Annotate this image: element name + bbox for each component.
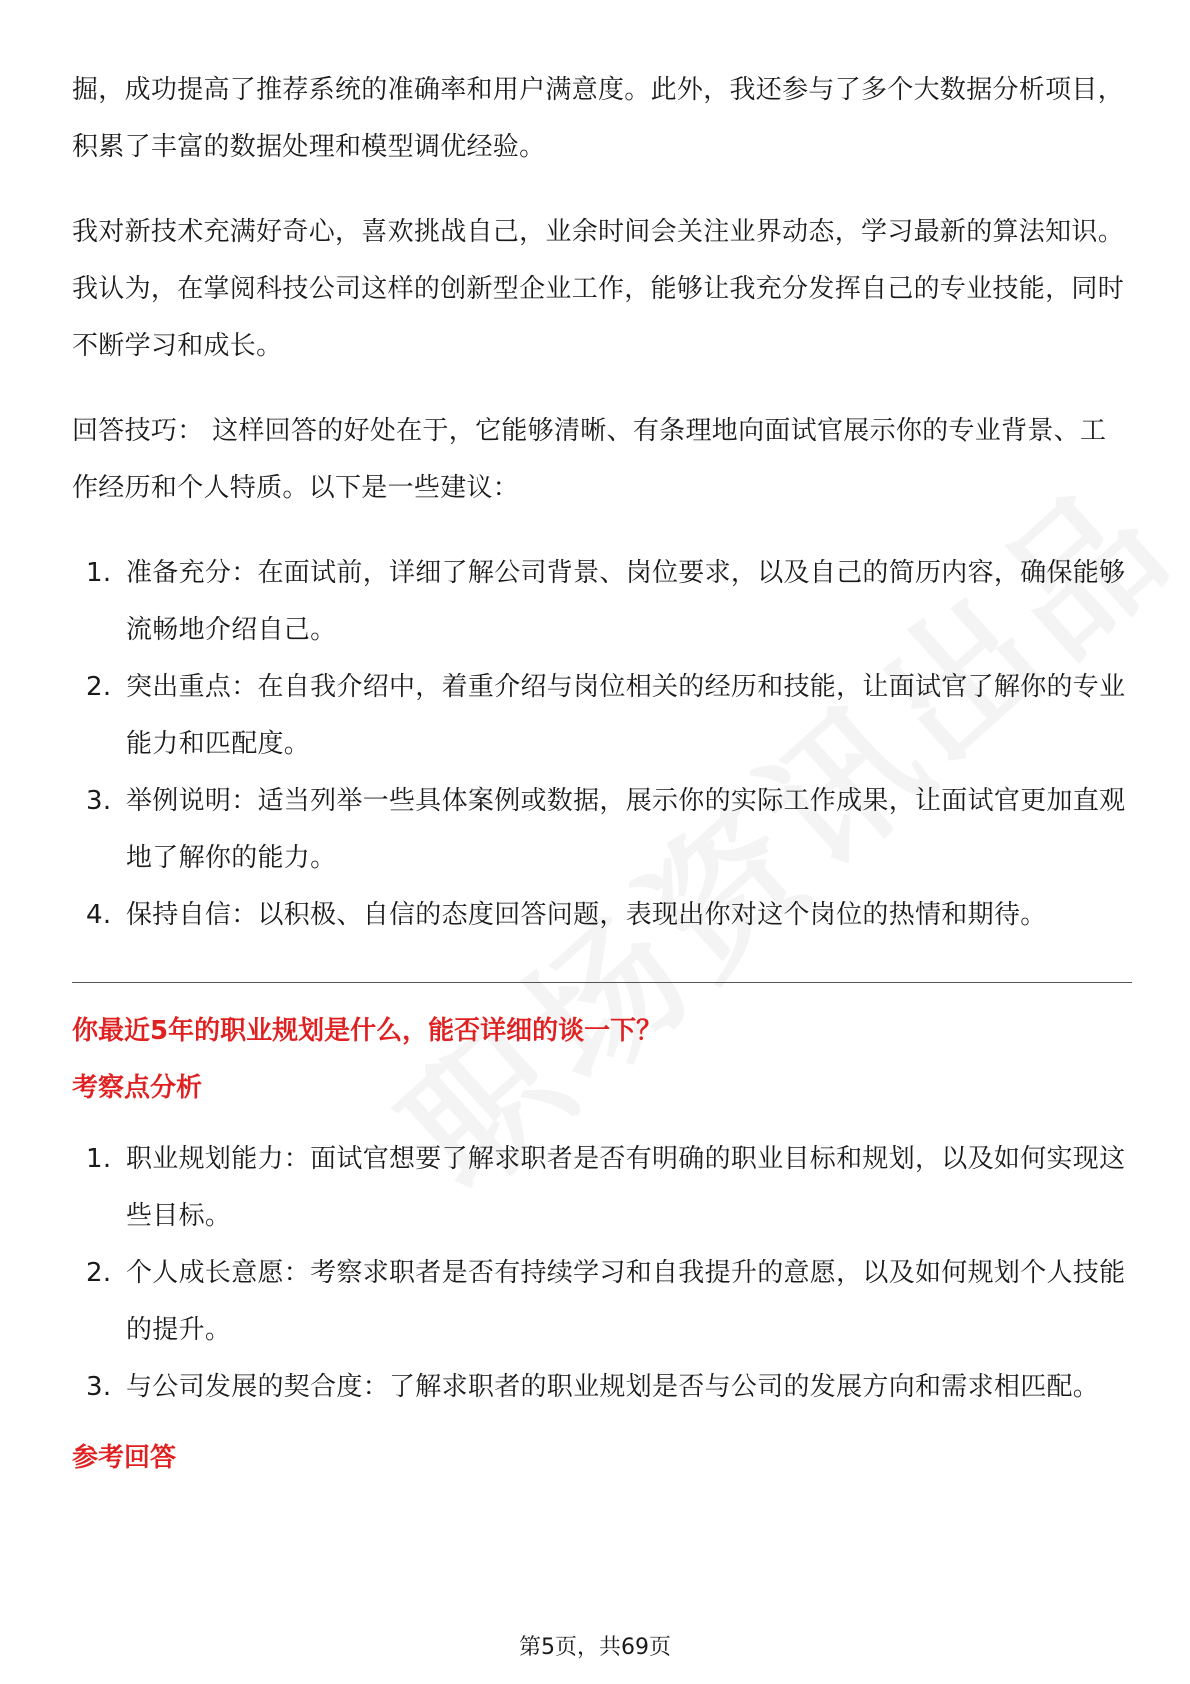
page-footer: 第5页，共69页 — [519, 1635, 671, 1660]
list-number: 4. — [86, 900, 112, 930]
reference-answer-heading: 参考回答 — [72, 1443, 177, 1473]
analysis-heading: 考察点分析 — [72, 1073, 203, 1103]
list-item — [72, 659, 1132, 773]
list-text: 职业规划能力：面试官想要了解求职者是否有明确的职业目标和规划，以及如何实现这些目标。 — [126, 1144, 1126, 1231]
tips-list — [72, 545, 1132, 944]
paragraph: 掘，成功提高了推荐系统的准确率和用户满意度。此外，我还参与了多个大数据分析项目，积累了丰富的数据处理和模型调优经验。 — [72, 75, 1125, 162]
list-number: 3. — [86, 786, 112, 816]
question-heading: 你最近5年的职业规划是什么，能否详细的谈一下？ — [72, 1016, 663, 1046]
document-body — [72, 62, 1132, 1487]
list-text: 准备充分：在面试前，详细了解公司背景、岗位要求，以及自己的简历内容，确保能够流畅地介绍自己。 — [126, 558, 1126, 645]
list-text: 与公司发展的契合度：了解求职者的职业规划是否与公司的发展方向和需求相匹配。 — [126, 1372, 1100, 1402]
list-item — [72, 545, 1132, 659]
list-text: 个人成长意愿：考察求职者是否有持续学习和自我提升的意愿，以及如何规划个人技能的提升。 — [126, 1258, 1126, 1345]
list-item — [72, 1131, 1132, 1245]
analysis-list — [72, 1131, 1132, 1416]
list-number: 1. — [86, 558, 112, 588]
answer-tips-intro: 回答技巧： 这样回答的好处在于，它能够清晰、有条理地向面试官展示你的专业背景、工作经历和个人特质。以下是一些建议： — [72, 416, 1107, 503]
list-number: 2. — [86, 1258, 112, 1288]
list-item — [72, 887, 1132, 944]
list-item — [72, 1359, 1132, 1416]
paragraph: 我对新技术充满好奇心，喜欢挑战自己，业余时间会关注业界动态，学习最新的算法知识。我认为，在掌阅科技公司这样的创新型企业工作，能够让我充分发挥自己的专业技能，同时不断学习和成长。 — [72, 217, 1125, 361]
section-divider — [72, 982, 1132, 983]
list-text: 突出重点：在自我介绍中，着重介绍与岗位相关的经历和技能，让面试官了解你的专业能力和匹配度。 — [126, 672, 1126, 759]
list-item — [72, 1245, 1132, 1359]
list-number: 2. — [86, 672, 112, 702]
list-text: 举例说明：适当列举一些具体案例或数据，展示你的实际工作成果，让面试官更加直观地了解你的能力。 — [126, 786, 1126, 873]
list-number: 3. — [86, 1372, 112, 1402]
list-text: 保持自信：以积极、自信的态度回答问题，表现出你对这个岗位的热情和期待。 — [126, 900, 1047, 930]
list-number: 1. — [86, 1144, 112, 1174]
list-item — [72, 773, 1132, 887]
